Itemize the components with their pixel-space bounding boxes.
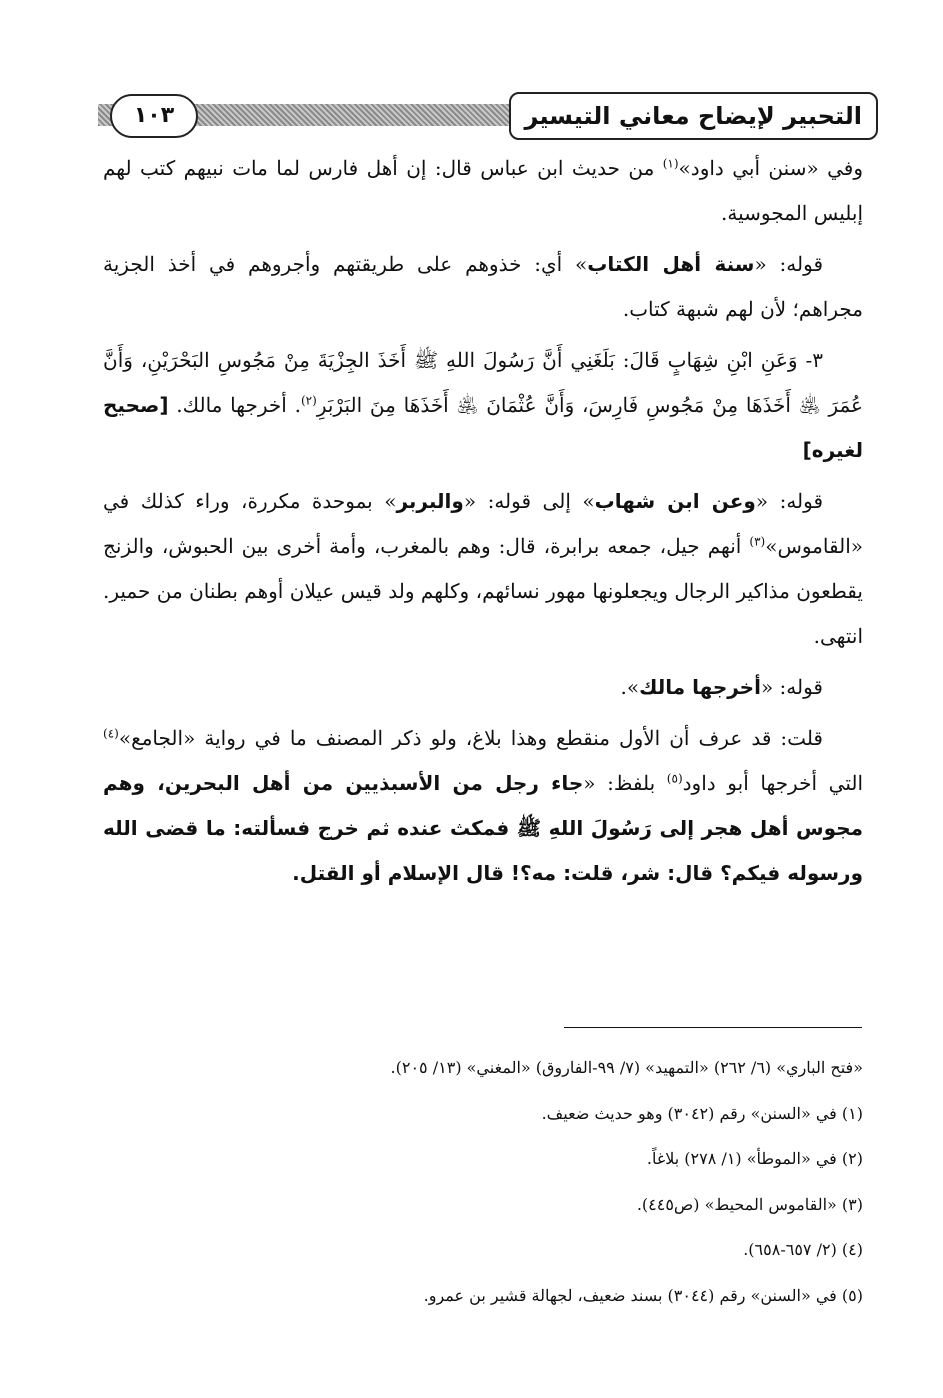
paragraph-6: قلت: قد عرف أن الأول منقطع وهذا بلاغ، ولو ذكر المصنف ما في رواية «الجامع»$^{(٤)}$ التي أخرجها أبو داود$^{(٥)}$ بلفظ: «جاء رجل من الأسبذيين من أهل البحرين، وهم مجوس أهل هجر إلى رَسُولَ اللهِ ﷺ فمكث عنده ثم خرج فسألته: ما قضى الله ورسوله فيكم؟ قال: شر، قلت: مه؟! قال الإسلام أو القتل.	[103, 726, 864, 885]
page-header	[98, 92, 878, 146]
paragraph-5: قوله: «أخرجها مالك».	[620, 675, 823, 699]
footnote-continuation: «فتح الباري» (٦/ ٢٦٢) «التمهيد» (٧/ ٩٩-الفاروق) «المغني» (١٣/ ٢٠٥).	[390, 1058, 863, 1077]
footnote-ref: (٥)	[666, 771, 683, 786]
page-number: ١٠٣	[110, 94, 198, 138]
footnotes	[103, 1058, 863, 1331]
footnote-ref: (١)	[662, 156, 679, 171]
quoted-term: وعن ابن شهاب	[594, 489, 756, 513]
footnote-1: (١) في «السنن» رقم (٣٠٤٢) وهو حديث ضعيف.	[541, 1103, 863, 1123]
quoted-narration: جاء رجل من الأسبذيين من أهل البحرين، وهم مجوس أهل هجر إلى رَسُولَ اللهِ ﷺ فمكث عنده ثم خرج فسألته: ما قضى الله ورسوله فيكم؟ قال: شر، قلت: مه؟! قال الإسلام أو القتل.	[103, 771, 863, 885]
footnote-2: (٢) في «الموطأ» (١/ ٢٧٨) بلاغاً.	[646, 1149, 863, 1168]
footnote-ref: (٣)	[749, 534, 766, 549]
running-title: التحبير لإيضاح معاني التيسير	[509, 92, 878, 140]
paragraph-2: قوله: «سنة أهل الكتاب» أي: خذوهم على طريقتهم وأجروهم في أخذ الجزية مجراهم؛ لأن لهم شبهة كتاب.	[103, 252, 863, 321]
paragraph-4: قوله: «وعن ابن شهاب» إلى قوله: «والبربر» بموحدة مكررة، وراء كذلك في «القاموس»$^{(٣)}$ أنهم جيل، جمعه برابرة، قال: وهم بالمغرب، وأمة أخرى بين الحبوش، والزنج يقطعون مذاكير الرجال ويجعلونها مهور نسائهم، وكلهم ولد قيس عيلان أوهم بطنان من حمير. انتهى.	[103, 489, 863, 648]
quoted-term: سنة أهل الكتاب	[587, 252, 755, 276]
footnote-ref: (٤)	[103, 726, 119, 741]
paragraph-1: وفي «سنن أبي داود»$^{(١)}$ من حديث ابن عباس قال: إن أهل فارس لما مات نبيهم كتب لهم إبليس المجوسية.	[103, 156, 863, 225]
body-text	[103, 146, 863, 902]
footnote-5: (٥) في «السنن» رقم (٣٠٤٤) بسند ضعيف، لجهالة قشير بن عمرو.	[423, 1285, 863, 1305]
footnote-ref: (٢)	[300, 393, 317, 408]
hadith-grade: [صحيح لغيره]	[103, 393, 863, 462]
footnote-3: (٣) «القاموس المحيط» (ص٤٤٥).	[636, 1194, 863, 1214]
hadith-paragraph: ٣- وَعَنِ ابْنِ شِهَابٍ قَالَ: بَلَغَنِي أَنَّ رَسُولَ اللهِ ﷺ أَخَذَ الجِزْيَةَ مِنْ مَجُوسِ البَحْرَيْنِ، وَأَنَّ عُمَرَ ﵁ أَخَذَهَا مِنْ مَجُوسِ فَارِسَ، وَأَنَّ عُثْمَانَ ﵁ أَخَذَهَا مِنَ البَرْبَرِ$^{(٢)}$. أخرجها مالك. [صحيح لغيره]	[103, 348, 863, 462]
footnote-separator	[564, 1027, 862, 1028]
quoted-term: والبربر	[396, 489, 464, 513]
footnote-4: (٤) (٢/ ٦٥٧-٦٥٨).	[743, 1240, 863, 1259]
quoted-term: أخرجها مالك	[639, 675, 761, 699]
